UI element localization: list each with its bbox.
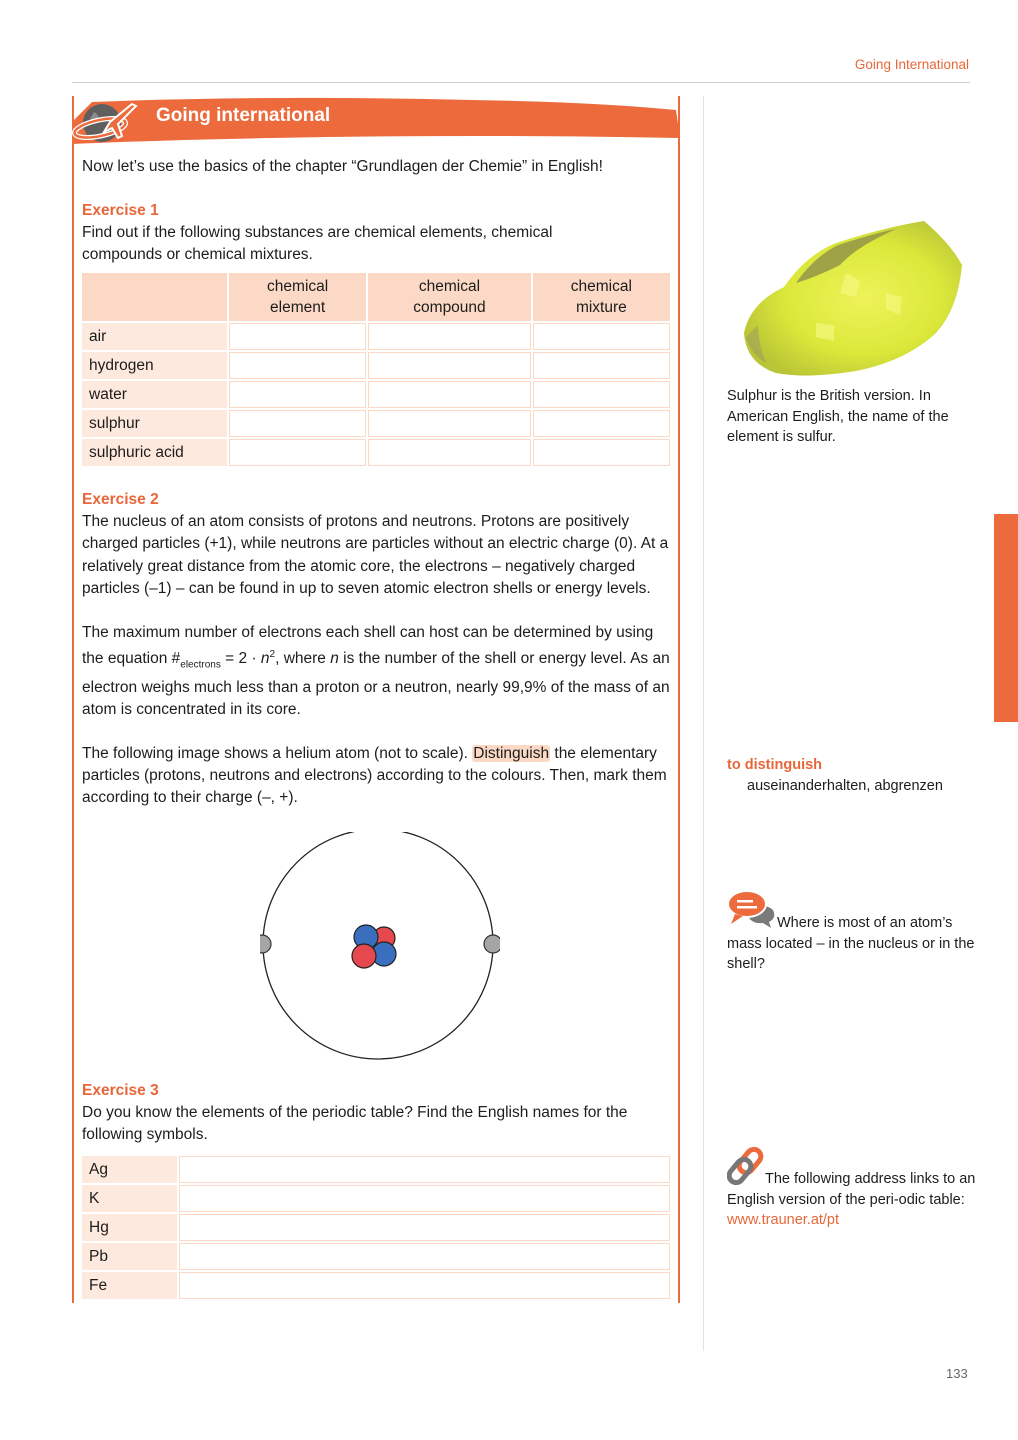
banner-title: Going international (156, 105, 331, 126)
row-label: hydrogen (82, 352, 227, 379)
symbol-label: Fe (82, 1272, 177, 1299)
answer-cell-element[interactable] (229, 410, 366, 437)
answer-cell-name[interactable] (179, 1272, 670, 1299)
answer-cell-name[interactable] (179, 1185, 670, 1212)
page-number: 133 (946, 1366, 968, 1381)
electron-right[interactable] (484, 935, 500, 953)
element-symbol-table (80, 1154, 672, 1301)
answer-cell-mixture[interactable] (533, 381, 670, 408)
table-header-empty (82, 273, 227, 321)
running-header: Going International (854, 57, 969, 72)
exercise-3-title: Exercise 3 (82, 1082, 159, 1099)
table-row (82, 352, 670, 379)
helium-atom-diagram (260, 832, 500, 1060)
periodic-table-link-note: The following address links to an English version of the peri-odic table: www.trauner.at/pt (727, 1171, 976, 1228)
discussion-question: Where is most of an atom’s mass located – in the nucleus or in the shell? (727, 915, 975, 972)
nucleon-red-bottom[interactable] (352, 944, 376, 968)
answer-cell-mixture[interactable] (533, 439, 670, 466)
exercise-2-paragraph-2: The maximum number of electrons each shell can host can be determined by using the equation $\#_{electrons} = 2 \cdot n^2$, where n is the number of the shell or energy level. As an electron weighs much less than a proton or a neutron, nearly 99,9% of the mass of an atom is concentrated in its core. (82, 624, 670, 718)
header-rule (72, 82, 970, 83)
sulphur-caption: Sulphur is the British version. In American English, the name of the element is sulfur. (727, 388, 949, 445)
table-row (82, 439, 670, 466)
row-label: sulphur (82, 410, 227, 437)
exercise-1-text: Find out if the following substances are chemical elements, chemical compounds or chemical mixtures. (82, 224, 553, 264)
exercise-2-title: Exercise 2 (82, 491, 159, 508)
table-row (82, 323, 670, 350)
periodic-table-link[interactable]: www.trauner.at/pt (727, 1212, 840, 1228)
answer-cell-element[interactable] (229, 381, 366, 408)
electron-left[interactable] (260, 935, 271, 953)
answer-cell-name[interactable] (179, 1243, 670, 1270)
answer-cell-name[interactable] (179, 1156, 670, 1183)
chapter-tab-marker (994, 514, 1018, 722)
table-row (82, 1185, 670, 1212)
answer-cell-mixture[interactable] (533, 352, 670, 379)
going-international-box (72, 96, 680, 1303)
sulphur-crystal-image (736, 213, 966, 381)
answer-cell-name[interactable] (179, 1214, 670, 1241)
exercise-3-text: Do you know the elements of the periodic table? Find the English names for the following symbols. (82, 1104, 628, 1144)
table-row (82, 1214, 670, 1241)
table-header-row (82, 273, 670, 321)
table-row (82, 1156, 670, 1183)
exercise-2-paragraph-1: The nucleus of an atom consists of protons and neutrons. Protons are positively charged particles (+1), while neutrons are particles without an electric charge (0). At a relatively great distance from the atomic core, the electrons – negatively charged particles (–1) – can be found in up to seven atomic electron shells or energy levels. (82, 513, 669, 597)
symbol-label: Ag (82, 1156, 177, 1183)
table-row (82, 381, 670, 408)
glossary-term: to distinguish (727, 757, 823, 773)
answer-cell-mixture[interactable] (533, 323, 670, 350)
exercise-2-paragraph-3: The following image shows a helium atom (not to scale). Distinguish the elementary particles (protons, neutrons and electrons) according to the colours. Then, mark them according to their charge (–, +). (82, 745, 667, 807)
row-label: water (82, 381, 227, 408)
answer-cell-compound[interactable] (368, 352, 530, 379)
globe-airplane-icon (72, 96, 138, 146)
table-header-compound: chemical compound (368, 273, 530, 321)
symbol-label: Hg (82, 1214, 177, 1241)
exercise-3 (82, 1080, 674, 1301)
answer-cell-element[interactable] (229, 439, 366, 466)
banner (72, 96, 682, 146)
exercise-1 (82, 200, 674, 468)
symbol-label: Pb (82, 1243, 177, 1270)
answer-cell-compound[interactable] (368, 323, 530, 350)
answer-cell-element[interactable] (229, 352, 366, 379)
answer-cell-mixture[interactable] (533, 410, 670, 437)
answer-cell-compound[interactable] (368, 381, 530, 408)
exercise-2 (82, 489, 674, 810)
intro-text: Now let’s use the basics of the chapter “Grundlagen der Chemie” in English! (82, 158, 603, 175)
answer-cell-compound[interactable] (368, 439, 530, 466)
row-label: sulphuric acid (82, 439, 227, 466)
glossary-entry (727, 755, 977, 796)
row-label: air (82, 323, 227, 350)
answer-cell-compound[interactable] (368, 410, 530, 437)
table-header-mixture: chemical mixture (533, 273, 670, 321)
answer-cell-element[interactable] (229, 323, 366, 350)
table-row (82, 1243, 670, 1270)
glossary-definition: auseinanderhalten, abgrenzen (747, 777, 943, 794)
exercise-1-title: Exercise 1 (82, 202, 159, 219)
table-header-element: chemical element (229, 273, 366, 321)
table-row (82, 410, 670, 437)
glossary-highlight-distinguish[interactable]: Distinguish (473, 745, 550, 763)
table-row (82, 1272, 670, 1299)
classification-table (80, 271, 672, 468)
symbol-label: K (82, 1185, 177, 1212)
column-divider (703, 96, 704, 1351)
